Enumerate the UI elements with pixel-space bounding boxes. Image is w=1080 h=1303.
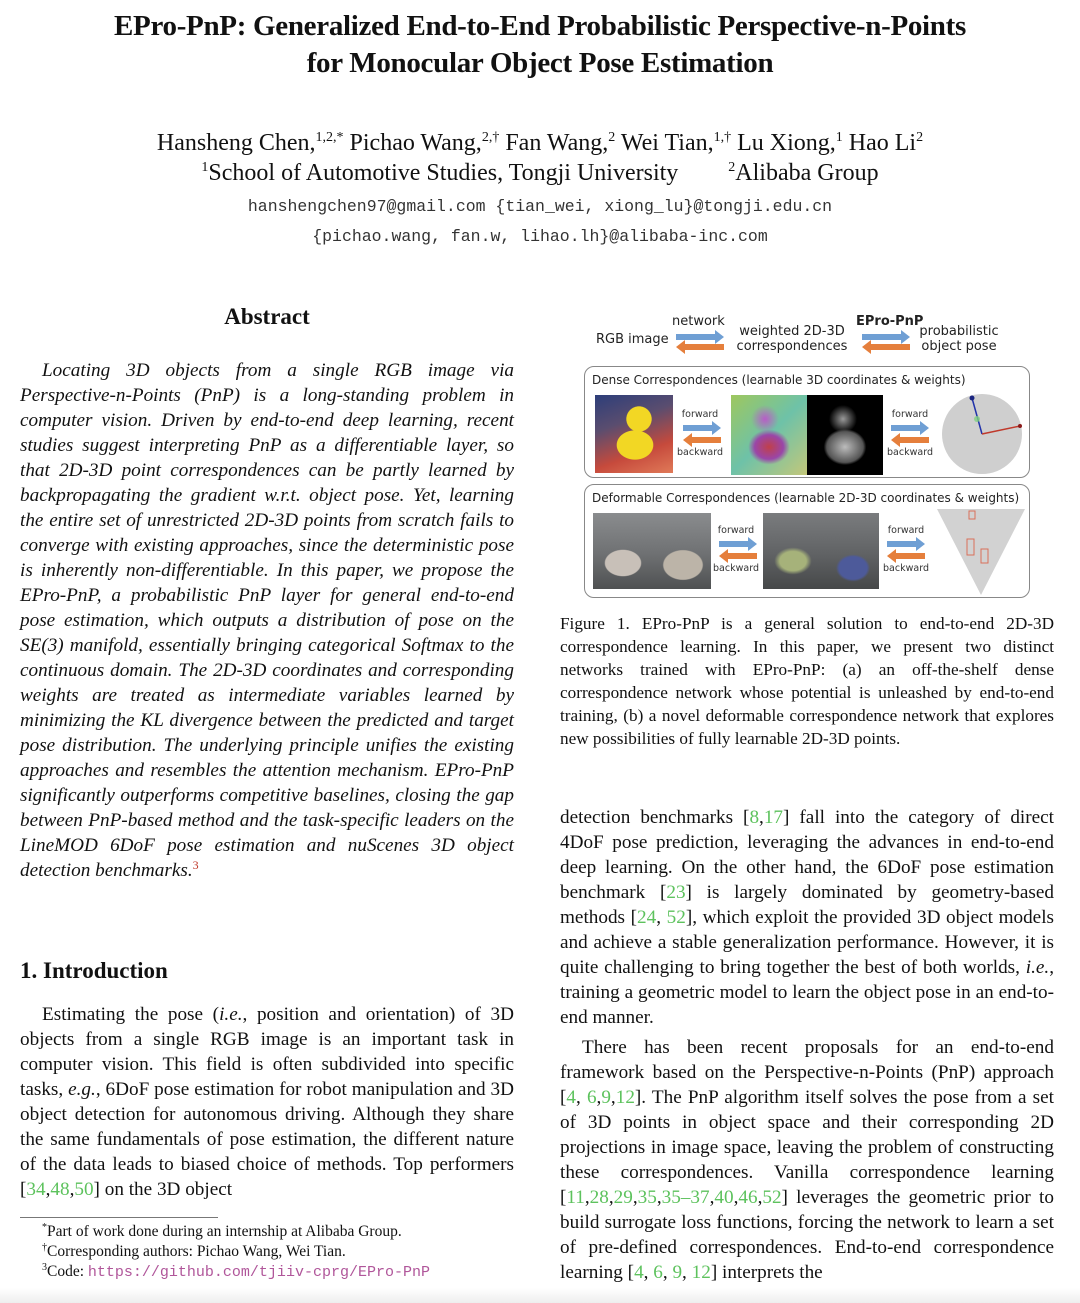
backward-label: backward <box>677 447 723 458</box>
title-line-2: for Monocular Object Pose Estimation <box>306 47 774 79</box>
panel-title: Dense Correspondences (learnable 3D coordinates & weights) <box>592 373 966 387</box>
forward-label: forward <box>717 525 755 536</box>
forward-label: forward <box>887 525 925 536</box>
footnote: $^3$Code: https://github.com/tjiiv-cprg/EPro-PnP <box>42 1262 430 1281</box>
citation-link[interactable]: 9 <box>672 1262 683 1283</box>
citation-link[interactable]: 17 <box>763 807 784 828</box>
backward-label: backward <box>887 447 933 458</box>
fig-label-rgb-image: RGB image <box>596 332 669 347</box>
intro-paragraph-1-continued: detection benchmarks [8,17] fall into the category of direct 4DoF pose prediction, leveraging the advances in end-to-end deep learning. On the other hand, the 6DoF pose estimation benchmark [23] is largely dominated by geometry-based methods [24, 52], which exploit the provided 3D object models and achieve a stable generalization performance. However, it is quite challenging to bring together the best of both worlds, i.e., training a geometric model to learn the object pose in an end-to-end manner. <box>560 807 1054 1028</box>
author: Hansheng Chen,$^{1,2,*}$ <box>156 130 344 156</box>
forward-arrow-icon <box>719 541 749 547</box>
citation-link[interactable]: 8 <box>749 807 760 828</box>
citation-link[interactable]: 28 <box>589 1187 609 1208</box>
backward-arrow-icon <box>691 437 721 443</box>
fig-label-probabilistic-pose: probabilistic object pose <box>919 324 999 354</box>
footnote: *Part of work done during an internship at Alibaba Group. <box>42 1222 402 1240</box>
author: Hao Li$^2$ <box>848 130 924 156</box>
citation-link[interactable]: 35 <box>637 1187 657 1208</box>
duck-rgb-image <box>595 395 673 473</box>
pose-distribution-plot <box>941 393 1023 475</box>
author: Pichao Wang,$^{2,\dagger}$ <box>349 130 500 156</box>
emails-line-1: hanshengchen97@gmail.com {tian_wei, xiong_lu}@tongji.edu.cn <box>247 197 833 216</box>
forward-arrow-icon <box>891 425 921 431</box>
author: Wei Tian,$^{1,\dagger}$ <box>620 130 732 156</box>
citation-link[interactable]: 52 <box>762 1187 782 1208</box>
forward-arrow-icon <box>683 425 713 431</box>
citation-link[interactable]: 23 <box>666 882 686 903</box>
author: Lu Xiong,$^1$ <box>737 130 843 156</box>
citation-link[interactable]: 34 <box>26 1179 46 1200</box>
coordinate-map-image <box>731 395 807 475</box>
citation-link[interactable]: 6 <box>586 1087 597 1108</box>
citation-link[interactable]: 29 <box>613 1187 633 1208</box>
citation-link[interactable]: 4 <box>634 1262 644 1283</box>
forward-label: forward <box>681 409 719 420</box>
title-line-1: EPro-PnP: Generalized End-to-End Probabilistic Perspective-n-Points <box>114 10 966 42</box>
citation-link[interactable]: 40 <box>714 1187 734 1208</box>
citation-link[interactable]: 24 <box>637 907 657 928</box>
intro-paragraph-2: There has been recent proposals for an end-to-end framework based on the Perspective-n-Points (PnP) approach [4, 6,9,12]. The PnP algorithm itself solves the pose from a set of 3D points in object space and their corresponding 2D projections in image space, leaving the problem of constructing these correspondences. Vanilla correspondence learning [11,28,29,35,35–37,40,46,52] leverages the geometric prior to build surrogate loss functions, forcing the network to learn a set of pre-defined correspondences. End-to-end correspondence learning [4, 6, 9, 12] interprets the <box>560 1037 1054 1283</box>
citation-link[interactable]: 46 <box>738 1187 758 1208</box>
citation-link[interactable]: 9 <box>601 1087 611 1108</box>
birds-eye-view-plot <box>937 509 1025 595</box>
footnote-divider <box>20 1217 218 1218</box>
page-bottom-shadow <box>0 1288 1080 1303</box>
citation-link[interactable]: 50 <box>74 1179 94 1200</box>
footnote-link-3[interactable]: 3 <box>192 858 199 872</box>
backward-arrow-icon <box>870 344 910 350</box>
forward-label: forward <box>891 409 929 420</box>
fig-label-network: network <box>672 314 725 329</box>
citation-link[interactable]: 35–37 <box>661 1187 710 1208</box>
citation-link[interactable]: 11 <box>566 1187 585 1208</box>
citation-link[interactable]: 12 <box>615 1087 635 1108</box>
affiliation: $^1$School of Automotive Studies, Tongji University <box>201 160 679 186</box>
affiliation: $^2$Alibaba Group <box>728 160 879 186</box>
citation-link[interactable]: 12 <box>691 1262 711 1283</box>
figure-1 <box>584 310 1034 600</box>
backward-arrow-icon <box>895 553 925 559</box>
citation-link[interactable]: 48 <box>50 1179 70 1200</box>
backward-label: backward <box>713 563 759 574</box>
forward-arrow-icon <box>887 541 917 547</box>
citation-link[interactable]: 6 <box>653 1262 663 1283</box>
panel-title: Deformable Correspondences (learnable 2D-3D coordinates & weights) <box>592 491 1020 505</box>
abstract-heading: Abstract <box>224 304 310 329</box>
figure-caption: Figure 1. EPro-PnP is a general solution to end-to-end 2D-3D correspondence learning. In this paper, we present two distinct networks trained with EPro-PnP: (a) an off-the-shelf dense correspondence network whose potential is unleashed by end-to-end training, (b) a novel deformable correspondence network that explores new possibilities of fully learnable 2D-3D points. <box>560 614 1054 748</box>
dense-correspondences-panel <box>584 366 1030 478</box>
citation-link[interactable]: 4 <box>566 1087 576 1108</box>
author-list <box>0 128 1080 158</box>
footnote: †Corresponding authors: Pichao Wang, Wei Tian. <box>42 1242 346 1260</box>
street-scene-image <box>593 513 711 589</box>
affiliations <box>0 158 1080 188</box>
emails-line-2: {pichao.wang, fan.w, lihao.lh}@alibaba-inc.com <box>312 227 768 246</box>
backward-arrow-icon <box>727 553 757 559</box>
fig-label-epro-pnp: EPro-PnP <box>856 314 924 329</box>
paper-title <box>0 8 1080 82</box>
section-heading-introduction: 1. Introduction <box>20 958 168 983</box>
abstract-body <box>20 358 514 883</box>
footnotes <box>42 1222 430 1283</box>
weight-map-image <box>807 395 883 475</box>
backward-arrow-icon <box>899 437 929 443</box>
deformable-correspondences-panel <box>584 484 1030 598</box>
backward-label: backward <box>883 563 929 574</box>
intro-paragraph-1: Estimating the pose (i.e., position and orientation) of 3D objects from a single RGB image is an important task in computer vision. This field is often subdivided into specific tasks, e.g., 6DoF pose estimation for robot manipulation and 3D object detection for autonomous driving. Although they share the same fundamentals of pose estimation, the different nature of the data leads to biased choice of methods. Top performers [34,48,50] on the 3D object <box>20 1004 515 1200</box>
abstract-text: Locating 3D objects from a single RGB image via Perspective-n-Points (PnP) is a long-standing problem in computer vision. Driven by end-to-end deep learning, recent studies suggest interpreting PnP as a differentiable layer, so that 2D-3D point correspondences can be partly learned by backpropagating the gradient w.r.t. object pose. Yet, learning the entire set of unrestricted 2D-3D points from scratch fails to converge with existing approaches, since the deterministic pose is inherently non-differentiable. In this paper, we propose the EPro-PnP, a probabilistic PnP layer for general end-to-end pose estimation, which outputs a distribution of pose on the SE(3) manifold, essentially bringing categorical Softmax to the continuous domain. The 2D-3D coordinates and corresponding weights are treated as intermediate variables learned by minimizing the KL divergence between the predicted and target pose distribution. The underlying principle unifies the existing approaches and resembles the attention mechanism. EPro-PnP significantly outperforms competitive baselines, closing the gap between PnP-based method and the task-specific leaders on the LineMOD 6DoF pose estimation and nuScenes 3D object detection benchmarks. <box>20 360 514 881</box>
citation-link[interactable]: 52 <box>666 907 686 928</box>
deformable-points-image <box>763 513 879 589</box>
fig-label-correspondences: weighted 2D-3D correspondences <box>736 324 848 354</box>
backward-arrow-icon <box>684 344 724 350</box>
code-url-link[interactable]: https://github.com/tjiiv-cprg/EPro-PnP <box>87 1264 430 1281</box>
author: Fan Wang,$^2$ <box>505 130 616 156</box>
